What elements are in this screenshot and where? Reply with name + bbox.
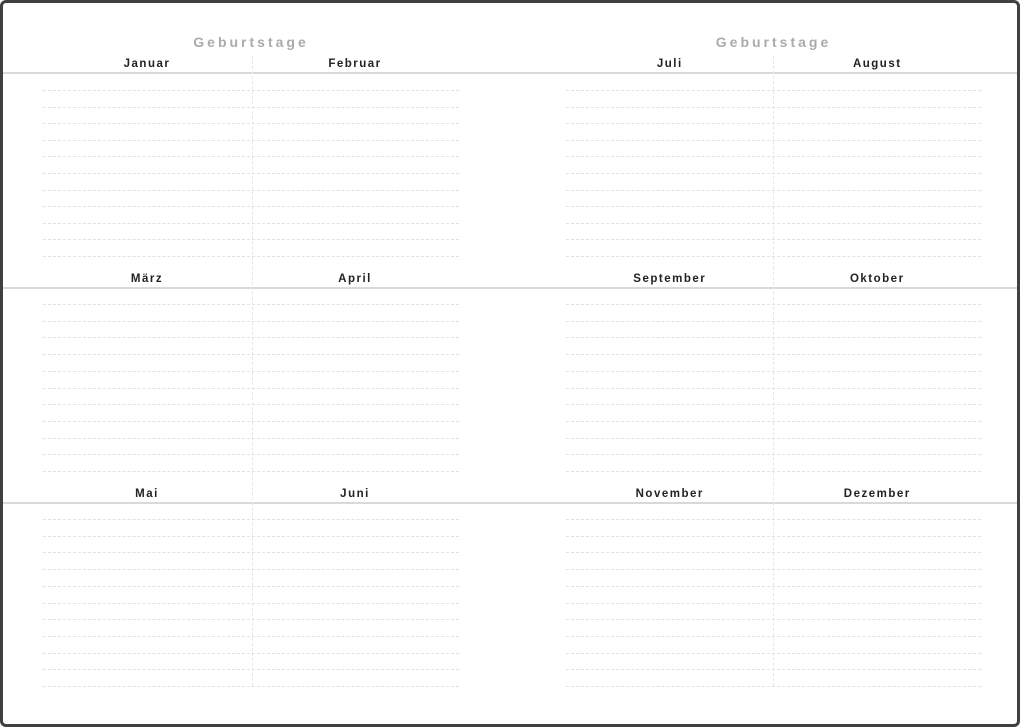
month-header-juni: Juni <box>340 488 370 500</box>
month-header-mai: Mai <box>135 488 159 500</box>
writing-line <box>43 256 459 257</box>
writing-line <box>43 454 459 455</box>
month-header-row <box>566 487 981 501</box>
writing-line <box>566 337 981 338</box>
writing-line <box>566 569 981 570</box>
writing-line <box>566 669 981 670</box>
writing-line <box>43 438 459 439</box>
writing-line <box>43 223 459 224</box>
writing-line <box>566 388 981 389</box>
writing-line <box>566 603 981 604</box>
month-header-dezember: Dezember <box>843 488 911 500</box>
writing-line <box>566 239 981 240</box>
month-header-august: August <box>852 58 902 70</box>
writing-line <box>566 653 981 654</box>
writing-line <box>43 619 459 620</box>
writing-line <box>43 519 459 520</box>
writing-line <box>43 603 459 604</box>
writing-line <box>43 173 459 174</box>
writing-line <box>43 239 459 240</box>
writing-line <box>566 371 981 372</box>
writing-line <box>43 536 459 537</box>
page-heading: Geburtstage <box>193 34 309 50</box>
writing-line <box>566 519 981 520</box>
month-header-november: November <box>635 488 704 500</box>
writing-line <box>566 107 981 108</box>
writing-line <box>43 140 459 141</box>
writing-line <box>566 256 981 257</box>
writing-line <box>43 354 459 355</box>
writing-line <box>43 90 459 91</box>
writing-lines <box>566 519 981 687</box>
writing-line <box>566 404 981 405</box>
writing-line <box>43 206 459 207</box>
writing-line <box>566 304 981 305</box>
writing-line <box>566 471 981 472</box>
writing-line <box>43 337 459 338</box>
writing-line <box>43 552 459 553</box>
writing-line <box>43 421 459 422</box>
writing-line <box>43 471 459 472</box>
writing-line <box>43 304 459 305</box>
writing-line <box>566 586 981 587</box>
writing-lines <box>566 304 981 472</box>
writing-line <box>43 156 459 157</box>
month-header-februar: Februar <box>328 58 382 70</box>
writing-line <box>566 619 981 620</box>
month-header-september: September <box>633 273 707 285</box>
writing-line <box>566 552 981 553</box>
writing-line <box>43 123 459 124</box>
writing-line <box>43 321 459 322</box>
writing-line <box>566 156 981 157</box>
writing-line <box>566 354 981 355</box>
month-header-januar: Januar <box>123 58 171 70</box>
writing-line <box>43 404 459 405</box>
writing-line <box>566 206 981 207</box>
writing-line <box>566 536 981 537</box>
writing-line <box>566 636 981 637</box>
writing-line <box>43 190 459 191</box>
writing-line <box>43 669 459 670</box>
month-header-row <box>43 487 459 501</box>
writing-line <box>43 371 459 372</box>
writing-lines <box>43 90 459 258</box>
writing-line <box>43 107 459 108</box>
writing-line <box>566 123 981 124</box>
month-header-row <box>43 272 459 286</box>
writing-lines <box>43 304 459 472</box>
writing-lines <box>43 519 459 687</box>
writing-line <box>43 388 459 389</box>
writing-line <box>566 90 981 91</box>
month-header-maerz: März <box>130 273 164 285</box>
writing-line <box>43 653 459 654</box>
writing-line <box>566 454 981 455</box>
writing-line <box>566 173 981 174</box>
writing-line <box>566 686 981 687</box>
month-header-row <box>566 272 981 286</box>
writing-line <box>43 686 459 687</box>
page-left <box>3 3 513 727</box>
page-heading: Geburtstage <box>715 34 832 50</box>
month-header-row <box>566 57 981 71</box>
writing-line <box>566 140 981 141</box>
writing-line <box>43 569 459 570</box>
writing-lines <box>566 90 981 258</box>
writing-line <box>566 223 981 224</box>
writing-line <box>566 321 981 322</box>
writing-line <box>43 636 459 637</box>
writing-line <box>566 190 981 191</box>
month-header-april: April <box>338 273 372 285</box>
month-header-juli: Juli <box>656 58 683 70</box>
month-header-row <box>43 57 459 71</box>
month-header-oktober: Oktober <box>849 273 905 285</box>
page-right <box>513 3 1020 727</box>
writing-line <box>566 438 981 439</box>
writing-line <box>566 421 981 422</box>
writing-line <box>43 586 459 587</box>
